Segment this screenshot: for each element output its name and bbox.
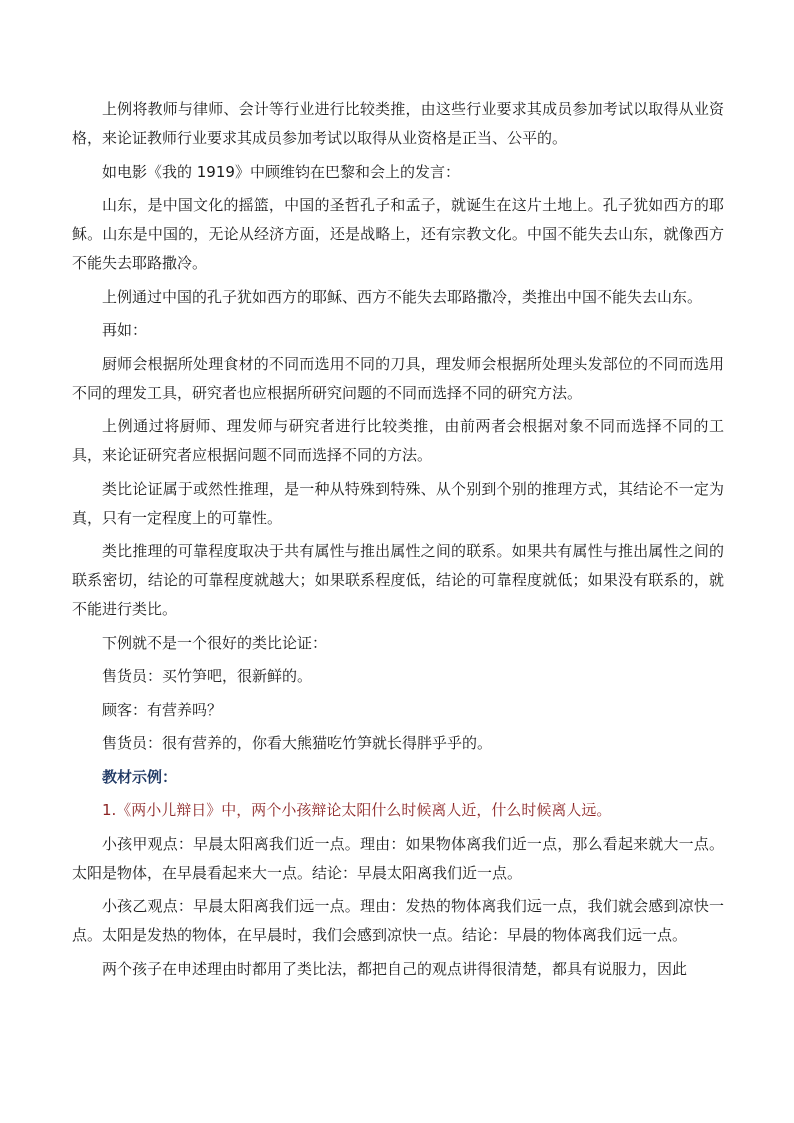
document-body [72, 95, 724, 988]
paragraph-film-intro: 如电影《我的 1919》中顾维钧在巴黎和会上的发言： [102, 162, 460, 181]
paragraph-another-example: 再如： [102, 321, 148, 339]
paragraph-conclusion: 两个孩子在申述理由时都用了类比法，都把自己的观点讲得很清楚，都具有说服力，因此 [102, 959, 688, 978]
dialogue-line-customer: 顾客：有营养吗？ [102, 700, 223, 719]
paragraph-chef-barber: 厨师会根据所处理食材的不同而选用不同的刀具，理发师会根据所处理头发部位的不同而选用不同的理发工具，研究者也应根据所研究问题的不同而选择不同的研究方法。 [72, 354, 724, 402]
paragraph-speech-quote: 山东，是中国文化的摇篮，中国的圣哲孔子和孟子，就诞生在这片土地上。孔子犹如西方的耶稣。山东是中国的，无论从经济方面，还是战略上，还有宗教文化。中国不能失去山东，就像西方不能失去耶路撒冷。 [72, 196, 724, 272]
paragraph-bad-example-intro: 下例就不是一个很好的类比论证： [102, 633, 328, 652]
paragraph-child-a-view: 小孩甲观点：早晨太阳离我们近一点。理由：如果物体离我们近一点，那么看起来就大一点。太阳是物体，在早晨看起来大一点。结论：早晨太阳离我们近一点。 [72, 834, 724, 882]
paragraph-reliability: 类比推理的可靠程度取决于共有属性与推出属性之间的联系。如果共有属性与推出属性之间的联系密切，结论的可靠程度就越大；如果联系程度低，结论的可靠程度就低；如果没有联系的，就不能进行类比。 [72, 542, 724, 618]
section-heading-textbook-examples: 教材示例： [102, 767, 178, 786]
paragraph-speech-analysis: 上例通过中国的孔子犹如西方的耶稣、西方不能失去耶路撒冷，类推出中国不能失去山东。 [102, 287, 703, 306]
dialogue-line-seller-2: 售货员：很有营养的，你看大熊猫吃竹笋就长得胖乎乎的。 [102, 734, 493, 752]
paragraph-teacher-analogy: 上例将教师与律师、会计等行业进行比较类推，由这些行业要求其成员参加考试以取得从业资格，来论证教师行业要求其成员参加考试以取得从业资格是正当、公平的。 [72, 100, 724, 147]
dialogue-line-seller-1: 售货员：买竹笋吧，很新鲜的。 [102, 667, 313, 685]
paragraph-chef-analysis: 上例通过将厨师、理发师与研究者进行比较类推，由前两者会根据对象不同而选择不同的工具，来论证研究者应根据问题不同而选择不同的方法。 [72, 417, 724, 464]
example-title-two-children: 1.《两小儿辩日》中，两个小孩辩论太阳什么时候离人近，什么时候离人远。 [102, 801, 612, 819]
paragraph-child-b-view: 小孩乙观点：早晨太阳离我们远一点。理由：发热的物体离我们远一点，我们就会感到凉快一点。太阳是发热的物体，在早晨时，我们会感到凉快一点。结论：早晨的物体离我们远一点。 [72, 897, 724, 944]
paragraph-probabilistic-reasoning: 类比论证属于或然性推理，是一种从特殊到特殊、从个别到个别的推理方式，其结论不一定为真，只有一定程度上的可靠性。 [72, 479, 724, 527]
